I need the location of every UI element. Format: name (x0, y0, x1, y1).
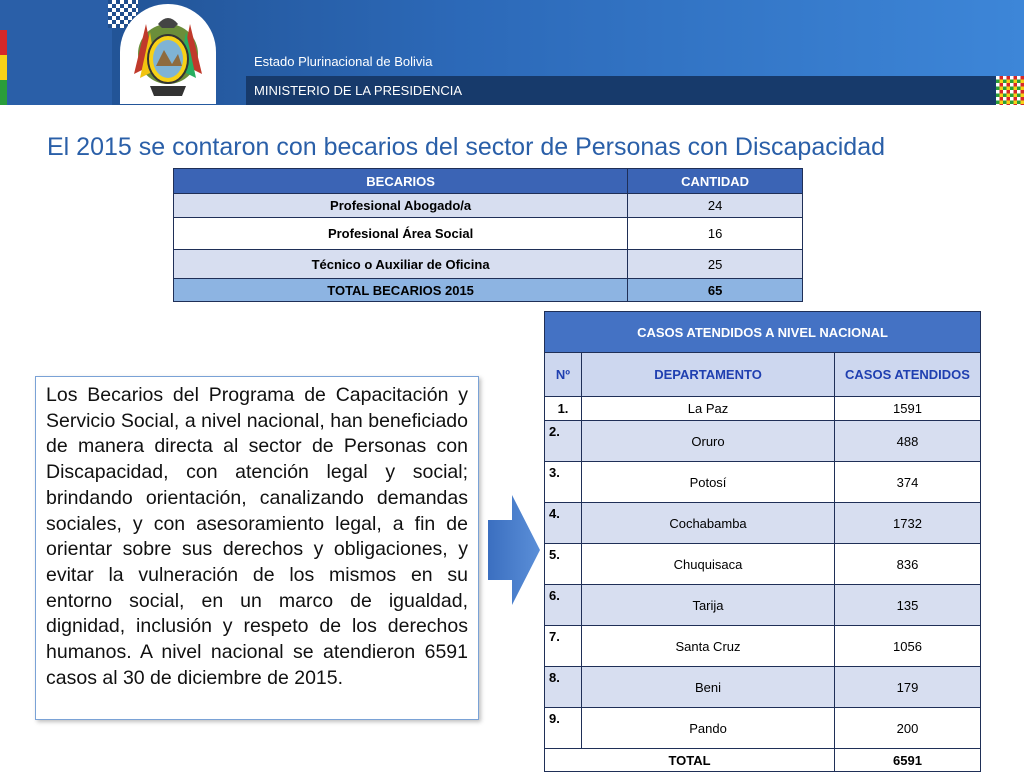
table-row (545, 397, 981, 421)
department-name: Cochabamba (582, 503, 835, 544)
table-row (545, 421, 981, 462)
becario-label: Profesional Área Social (174, 218, 628, 250)
table-row (545, 708, 981, 749)
becario-label: Profesional Abogado/a (174, 194, 628, 218)
department-name: Pando (582, 708, 835, 749)
table-row (545, 626, 981, 667)
description-text: Los Becarios del Programa de Capacitación y Servicio Social, a nivel nacional, han beneficiado de manera directa al sector de Personas con Discapacidad, con atención legal y social; brindando orientación, canalizando demandas sociales, y con asesoramiento legal, a fin de orientar sobre sus derechos y obligaciones, y evitar la vulneración de los mismos en su entorno social, en un marco de igualdad, dignidad, inclusión y respeto de los derechos humanos. A nivel nacional se atendieron 6591 casos al 30 de diciembre de 2015. (46, 384, 468, 689)
cases-count: 1591 (835, 397, 981, 421)
total-row (545, 749, 981, 772)
page-title: El 2015 se contaron con becarios del sector de Personas con Discapacidad (47, 133, 886, 161)
becario-value: 24 (628, 194, 803, 218)
row-number: 6. (545, 585, 582, 626)
casos-table (544, 311, 981, 772)
row-number: 1. (545, 397, 582, 421)
table-row (545, 462, 981, 503)
becario-value: 16 (628, 218, 803, 250)
department-name: La Paz (582, 397, 835, 421)
total-row (174, 279, 803, 302)
coat-of-arms-icon (120, 4, 216, 104)
row-number: 3. (545, 462, 582, 503)
table-row (545, 667, 981, 708)
becario-label: Técnico o Auxiliar de Oficina (174, 250, 628, 279)
row-number: 8. (545, 667, 582, 708)
department-name: Chuquisaca (582, 544, 835, 585)
row-number: 9. (545, 708, 582, 749)
department-name: Oruro (582, 421, 835, 462)
flag-icon (0, 30, 7, 105)
cases-count: 135 (835, 585, 981, 626)
department-name: Santa Cruz (582, 626, 835, 667)
cases-count: 1732 (835, 503, 981, 544)
total-value: 6591 (835, 749, 981, 772)
table-row (545, 585, 981, 626)
table-caption: CASOS ATENDIDOS A NIVEL NACIONAL (545, 312, 981, 353)
row-number: 2. (545, 421, 582, 462)
table-row (174, 194, 803, 218)
table-row (174, 218, 803, 250)
header-banner (0, 0, 1024, 105)
cases-count: 374 (835, 462, 981, 503)
column-header-casos: CASOS ATENDIDOS (835, 353, 981, 397)
table-row (174, 250, 803, 279)
department-name: Beni (582, 667, 835, 708)
row-number: 4. (545, 503, 582, 544)
becarios-table (173, 168, 803, 302)
cases-count: 488 (835, 421, 981, 462)
table-row (545, 503, 981, 544)
government-name: Estado Plurinacional de Bolivia (254, 54, 433, 69)
total-label: TOTAL (545, 749, 835, 772)
column-header-cantidad: CANTIDAD (628, 169, 803, 194)
row-number: 5. (545, 544, 582, 585)
becario-value: 25 (628, 250, 803, 279)
cases-count: 1056 (835, 626, 981, 667)
column-header-number: Nº (545, 353, 582, 397)
total-label: TOTAL BECARIOS 2015 (174, 279, 628, 302)
header-left-band (0, 0, 112, 105)
total-value: 65 (628, 279, 803, 302)
table-row (545, 544, 981, 585)
column-header-becarios: BECARIOS (174, 169, 628, 194)
department-name: Potosí (582, 462, 835, 503)
department-name: Tarija (582, 585, 835, 626)
cases-count: 200 (835, 708, 981, 749)
cases-count: 836 (835, 544, 981, 585)
cases-count: 179 (835, 667, 981, 708)
row-number: 7. (545, 626, 582, 667)
wiphala-icon (996, 76, 1024, 105)
arrow-right-icon (488, 495, 540, 605)
description-box (35, 376, 479, 720)
column-header-departamento: DEPARTAMENTO (582, 353, 835, 397)
ministry-name: MINISTERIO DE LA PRESIDENCIA (254, 83, 463, 98)
